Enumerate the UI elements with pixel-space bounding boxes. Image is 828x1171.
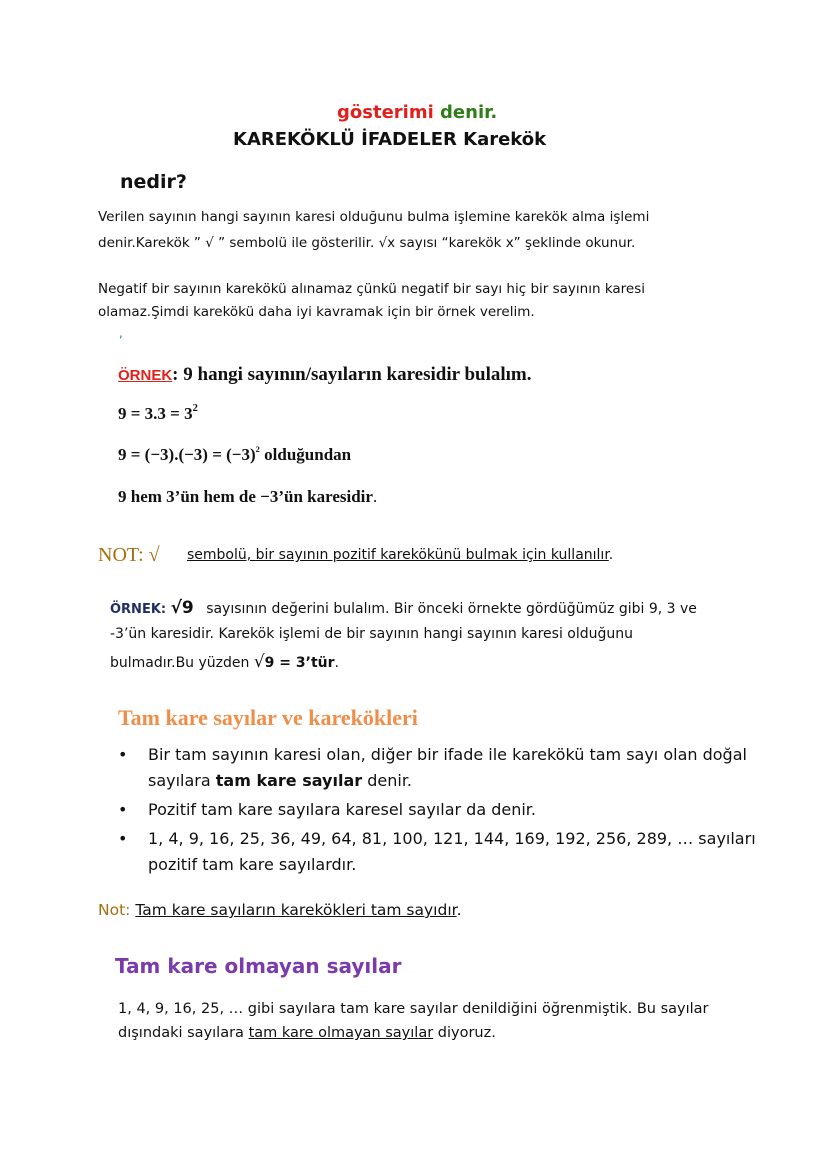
- bullet-icon: •: [118, 745, 128, 764]
- intro-paragraph-1-line-1: Verilen sayının hangi sayının karesi olduğunu bulma işlemine karekök alma işlemi: [98, 209, 650, 225]
- section-1-bullet-list: [118, 742, 758, 881]
- list-item: [118, 826, 758, 878]
- example-1-line-2: [118, 445, 351, 465]
- example-1-line-2-exponent: 2: [255, 444, 260, 455]
- example-2-line-1-text: sayısının değerini bulalım. Bir önceki örnekte gördüğümüz gibi 9, 3 ve: [206, 601, 697, 617]
- example-1-line-3-period: .: [372, 487, 378, 506]
- example-1-label: ÖRNEK: [118, 367, 173, 384]
- section-2-line-2-end: diyoruz.: [433, 1025, 496, 1041]
- bullet-icon: •: [118, 800, 128, 819]
- list-item: [118, 742, 758, 794]
- example-2-root: √9: [170, 598, 194, 618]
- title-line-2: KAREKÖKLÜ İFADELER Karekök: [233, 129, 547, 150]
- example-2-line-1: [110, 598, 697, 618]
- stray-mark: ,: [119, 326, 123, 340]
- note-2-period: .: [456, 901, 462, 919]
- example-1-line-2-text: 9 = (−3).(−3) = (−3): [118, 445, 256, 464]
- title-line-1: [337, 102, 497, 123]
- intro-paragraph-1-line-2: denir.Karekök ” √ ” sembolü ile gösterilir. √x sayısı “karekök x” şeklinde okunur.: [98, 235, 636, 251]
- example-1-heading: [118, 364, 532, 386]
- note-2-underlined-text: Tam kare sayıların karekökleri tam sayıdır: [135, 901, 457, 919]
- example-1-line-1: [118, 404, 198, 424]
- title-line-3: nedir?: [120, 171, 187, 193]
- bullet-icon: •: [118, 829, 128, 848]
- list-item-bold: tam kare sayılar: [215, 771, 363, 790]
- intro-paragraph-2-line-2: olamaz.Şimdi karekökü daha iyi kavramak için bir örnek verelim.: [98, 304, 535, 320]
- note-1-period: .: [608, 547, 614, 563]
- note-1-underlined-text: sembolü, bir sayının pozitif karekökünü bulmak için kullanılır: [187, 547, 609, 563]
- section-2-line-1: 1, 4, 9, 16, 25, … gibi sayılara tam kare sayılar denildiğini öğrenmiştik. Bu sayılar: [118, 1001, 709, 1017]
- example-1-heading-text: : 9 hangi sayının/sayıların karesidir bulalım.: [172, 364, 532, 385]
- list-item-text: 1, 4, 9, 16, 25, 36, 49, 64, 81, 100, 121, 144, 169, 192, 256, 289, … sayıları pozitif tam kare sayılardır.: [148, 829, 756, 874]
- note-1-text: [187, 547, 613, 563]
- list-item: [118, 797, 758, 823]
- example-1-line-1-text: 9 = 3.3 = 3: [118, 404, 193, 423]
- intro-paragraph-2-line-1: Negatif bir sayının karekökü alınamaz çünkü negatif bir sayı hiç bir sayının karesi: [98, 281, 646, 297]
- title-word-gosterimi: gösterimi: [337, 102, 434, 123]
- example-2-label: ÖRNEK:: [110, 602, 167, 617]
- example-1-line-1-exponent: 2: [192, 402, 198, 414]
- list-item-text-end: denir.: [362, 771, 413, 790]
- example-2-line-3-text: bulmadır.Bu yüzden: [110, 655, 254, 671]
- example-2-line-3: [110, 652, 339, 672]
- example-1-line-2-suffix: olduğundan: [259, 445, 352, 464]
- example-2-line-3-root: √: [253, 652, 265, 672]
- title-word-denir: denir.: [440, 102, 498, 123]
- section-2-underlined-term: tam kare olmayan sayılar: [248, 1025, 434, 1041]
- example-1-line-3: [118, 487, 377, 507]
- section-2-line-2: [118, 1025, 496, 1041]
- list-item-text: Pozitif tam kare sayılara karesel sayılar da denir.: [148, 800, 536, 819]
- note-1-label: NOT: √: [98, 544, 160, 566]
- section-2-heading: Tam kare olmayan sayılar: [115, 954, 402, 978]
- example-2-line-2: -3’ün karesidir. Karekök işlemi de bir sayının hangi sayının karesi olduğunu: [110, 626, 634, 642]
- section-1-heading: Tam kare sayılar ve karekökleri: [118, 705, 418, 730]
- example-2-line-3-period: .: [334, 655, 339, 671]
- example-2-line-3-result: 9 = 3’tür: [264, 655, 335, 671]
- note-2-label: Not:: [98, 901, 136, 919]
- list-item-text: Bir tam sayının karesi olan, diğer bir ifade ile karekökü tam sayı olan doğal sayılara: [148, 745, 747, 790]
- section-2-line-2-text: dışındaki sayılara: [118, 1025, 249, 1041]
- example-1-line-3-text: 9 hem 3’ün hem de −3’ün karesidir: [118, 487, 373, 506]
- note-2: [98, 901, 462, 919]
